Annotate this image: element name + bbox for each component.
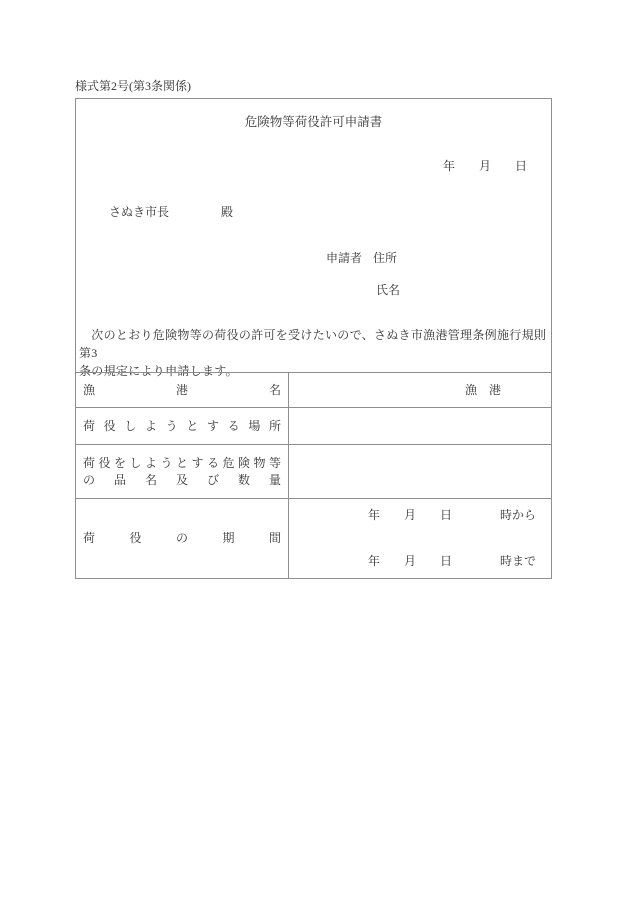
goods-value-cell: [289, 445, 552, 499]
table-row-port-name: [76, 373, 551, 408]
application-date-line: 年 月 日: [442, 159, 527, 173]
period-label-cell: 荷役の期間: [76, 499, 289, 579]
form-border-box: [75, 98, 552, 579]
table-row-loading-place: [76, 408, 551, 445]
addressee-name: さぬき市長: [109, 205, 170, 219]
goods-label-line-1: 荷役をしようとする危険物等: [83, 455, 281, 470]
period-value-cell: [289, 499, 552, 579]
address-label: 住所: [373, 251, 398, 265]
goods-label-line-2: の品名及び数量: [83, 472, 281, 487]
applicant-label: 申請者: [326, 251, 363, 265]
application-table: [76, 372, 551, 579]
goods-label-cell: [76, 445, 289, 499]
loading-place-label-cell: 荷役しようとする場所: [76, 408, 289, 445]
document-title: 危険物等荷役許可申請書: [244, 115, 383, 129]
port-name-value-cell: 漁 港: [289, 373, 552, 408]
loading-place-value-cell: [289, 408, 552, 445]
port-name-label-cell: 漁港名: [76, 373, 289, 408]
name-label: 氏名: [376, 283, 401, 297]
applicant-line: [326, 251, 397, 266]
table-row-period: [76, 499, 551, 579]
period-from-line: 年 月 日 時から: [367, 508, 536, 523]
period-to-line: 年 月 日 時まで: [367, 554, 536, 569]
form-number-label: 様式第2号(第3条関係): [75, 79, 191, 93]
addressee-line: [109, 205, 233, 220]
table-row-goods: [76, 445, 551, 499]
honorific-label: 殿: [221, 205, 234, 219]
body-paragraph-line-1: 次のとおり危険物等の荷役の許可を受けたいので、さぬき市漁港管理条例施行規則第3: [79, 328, 547, 360]
body-paragraph-line-2: 条の規定により申請します。: [79, 364, 238, 378]
